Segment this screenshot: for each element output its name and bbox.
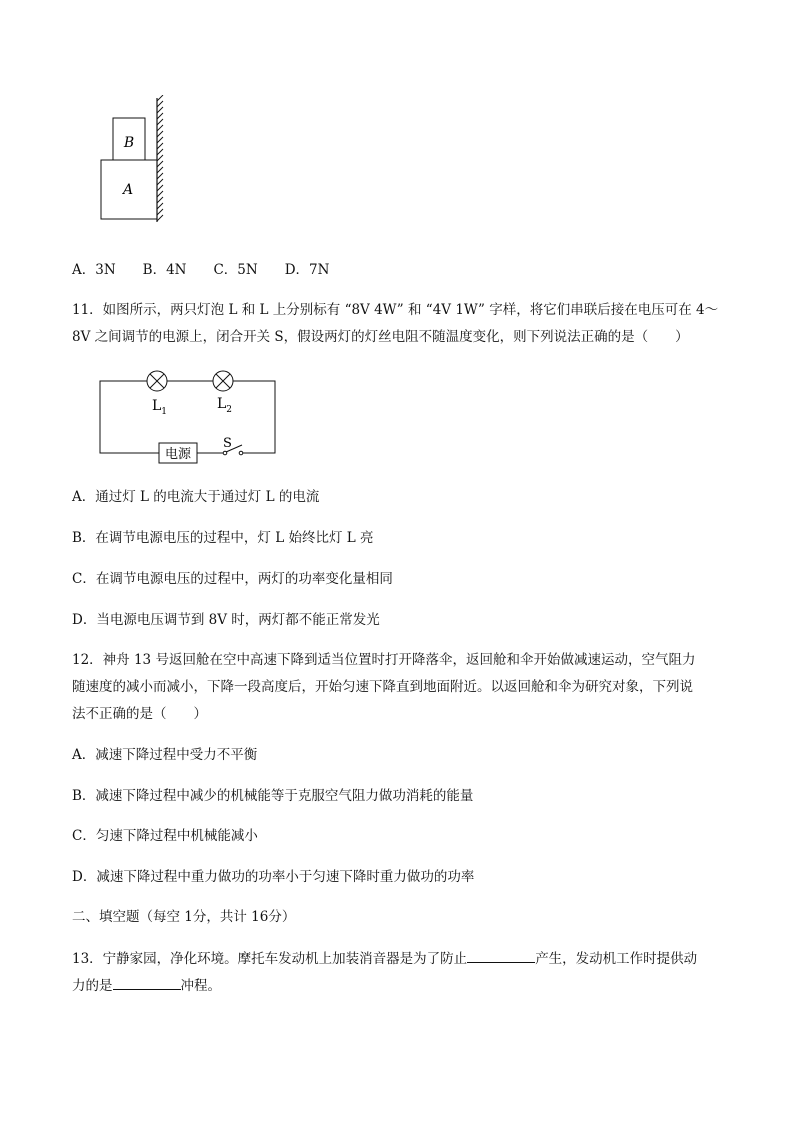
lamp-l1-label: $L_1$	[152, 398, 168, 417]
q11-option-d: D．当电源电压调节到 8V 时，两灯都不能正常发光	[72, 612, 380, 628]
wall-hatching	[157, 95, 163, 221]
lamp-l2-label: $L_2$	[217, 396, 233, 415]
q13-blank-1[interactable]	[467, 948, 535, 963]
q13-line2-part1: 力的是	[72, 978, 113, 994]
q12-stem-line1: 12．神舟 13 号返回舱在空中高速下降到适当位置时打开降落伞，返回舱和伞开始做减速运动，空气阻力	[72, 652, 696, 668]
q13-blank-2[interactable]	[113, 975, 181, 990]
q11-option-c: C．在调节电源电压的过程中，两灯的功率变化量相同	[72, 571, 393, 587]
lamp-l1	[147, 371, 167, 391]
q11-option-b: B．在调节电源电压的过程中，灯 L 始终比灯 L 亮	[72, 530, 374, 546]
q12-stem-line2: 随速度的减小而减小，下降一段高度后，开始匀速下降直到地面附近。以返回舱和伞为研究对象，下列说	[72, 679, 693, 695]
q12-option-a: A．减速下降过程中受力不平衡	[72, 747, 258, 763]
q13-line1-part1: 13．宁静家园，净化环境。摩托车发动机上加装消音器是为了防止	[72, 951, 468, 967]
blocks-wall-figure	[95, 95, 175, 225]
block-a-label: A	[122, 182, 134, 198]
q10-options: A．3N B．4N C．5N D．7N	[72, 262, 330, 278]
section2-title: 二、填空题（每空 1分，共计 16分）	[72, 909, 296, 925]
q11-stem-line2: 8V 之间调节的电源上，闭合开关 S，假设两灯的灯丝电阻不随温度变化，则下列说法正确的是（ ）	[72, 329, 689, 345]
q12-option-c: C．匀速下降过程中机械能减小	[72, 828, 258, 844]
q13-line2	[72, 975, 221, 996]
q11-option-a: A．通过灯 L 的电流大于通过灯 L 的电流	[72, 489, 320, 505]
circuit-diagram	[95, 365, 285, 465]
q12-option-b: B．减速下降过程中减少的机械能等于克服空气阻力做功消耗的能量	[72, 788, 474, 804]
q12-option-d: D．减速下降过程中重力做功的功率小于匀速下降时重力做功的功率	[72, 869, 475, 885]
lamp-l2	[213, 371, 233, 391]
block-b-label: B	[123, 135, 135, 151]
q12-stem-line3: 法不正确的是（ ）	[72, 706, 207, 722]
q11-stem-line1: 11．如图所示，两只灯泡 L 和 L 上分别标有 “8V 4W” 和 “4V 1W” 字样，将它们串联后接在电压可在 4～	[72, 302, 719, 318]
q13-line2-part2: 冲程。	[180, 978, 221, 994]
q13-line1	[72, 948, 697, 969]
power-source-label: 电源	[164, 447, 192, 462]
switch-label: S	[223, 436, 232, 451]
q13-line1-part2: 产生，发动机工作时提供动	[535, 951, 698, 967]
